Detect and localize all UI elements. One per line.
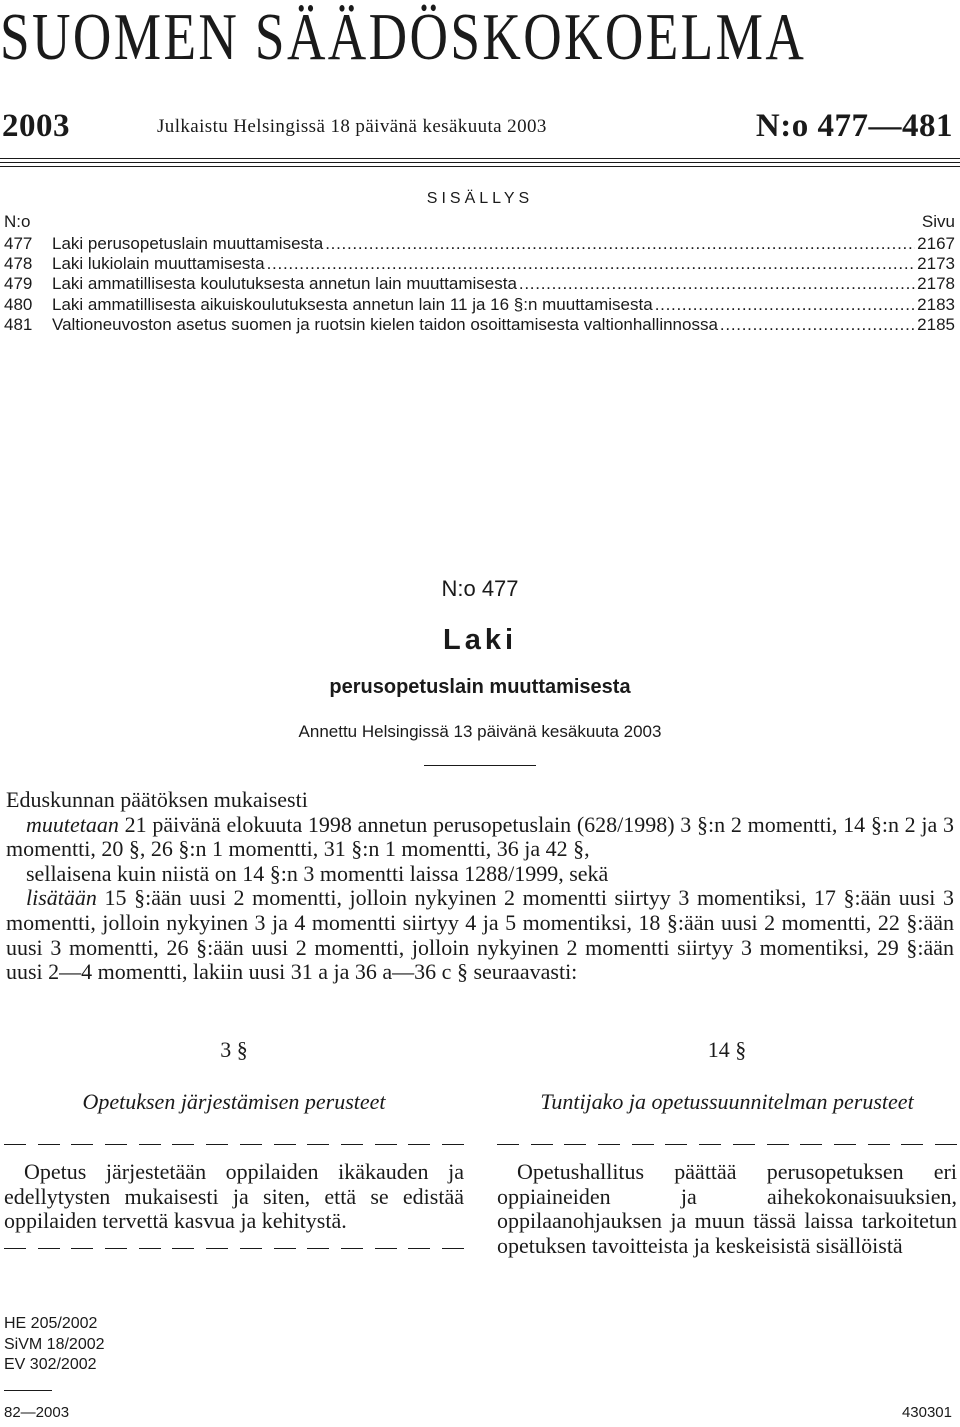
item-title: Laki ammatillisesta koulutuksesta annetun lain muuttamisesta [52, 274, 517, 294]
dash [442, 1144, 464, 1145]
item-number: 478 [4, 254, 33, 274]
section-number: 3 § [220, 1037, 248, 1062]
dot-leader [519, 274, 915, 294]
add-text: 15 §:ään uusi 2 momentti, jolloin nykyinen 2 momentti siirtyy 3 momentiksi, 17 §:ään uusi 3 momentti, jolloin nykyinen 3 ja 4 momentti siirtyy 4 ja 5 momentiksi, 18 §:ään uusi 2 momentti, 22 §:ään uusi 3 momentti, 26 §:ään uusi 2 momentti, jolloin nykyinen 2 momentti siirtyy 3 momentiksi, 29 §:ään uusi 2—4 momentti, lakiin uusi 31 a ja 36 a—36 c § seuraavasti: [6, 885, 954, 985]
contents-title: SISÄLLYS [426, 190, 534, 207]
dash [274, 1248, 296, 1249]
dash [598, 1144, 620, 1145]
publication-title: SUOMEN SÄÄDÖSKOKOELMA [0, 0, 807, 74]
statute-number: N:o 477 [441, 576, 519, 601]
section-number: 14 § [707, 1037, 747, 1062]
dash [71, 1248, 93, 1249]
dash [375, 1144, 397, 1145]
dot-leader [720, 315, 915, 335]
issue-row [2, 104, 955, 148]
dash [632, 1144, 654, 1145]
item-number: 477 [4, 234, 33, 253]
rule-line [0, 162, 960, 163]
dash [564, 1144, 586, 1145]
dot-leader [655, 295, 915, 315]
amend-text: 21 päivänä elokuuta 1998 annetun perusopetuslain (628/1998) 3 §:n 2 momentti, 14 §:n 2 ja 3 momentti, 20 §, 26 §:n 1 momentti, 31 §:n 1 momentti, 36 ja 42 §, [6, 811, 954, 862]
publication-date: Julkaistu Helsingissä 18 päivänä kesäkuuta 2003 [157, 116, 547, 137]
section-heading: Tuntijako ja opetussuunnitelman perusteet [540, 1089, 914, 1114]
dash [4, 1144, 26, 1145]
dash [105, 1248, 127, 1249]
dash [408, 1248, 430, 1249]
dash [172, 1144, 194, 1145]
contents-col-number: N:o [4, 212, 31, 231]
footer-code-right: 430301 [901, 1404, 952, 1421]
contents-header [4, 212, 955, 234]
enacting-clause [6, 788, 954, 985]
item-page: 2183 [917, 294, 955, 314]
dash [665, 1144, 687, 1145]
add-paragraph [6, 886, 954, 984]
dash [800, 1144, 822, 1145]
contents-item[interactable] [4, 234, 955, 254]
dash [206, 1248, 228, 1249]
dash [341, 1144, 363, 1145]
dash [105, 1144, 127, 1145]
item-number: 479 [4, 274, 33, 294]
dash [901, 1144, 923, 1145]
contents-col-page: Sivu [921, 212, 955, 231]
rule-line [0, 166, 960, 167]
item-number: 480 [4, 294, 33, 314]
dash [307, 1144, 329, 1145]
footer-rule [4, 1390, 52, 1391]
statute-given-date: Annettu Helsingissä 13 päivänä kesäkuuta 2003 [298, 722, 662, 741]
contents-item[interactable] [4, 254, 955, 274]
dash [497, 1144, 519, 1145]
dash [38, 1144, 60, 1145]
reference: EV 302/2002 [4, 1356, 97, 1373]
dash [240, 1248, 262, 1249]
section-heading: Opetuksen järjestämisen perusteet [82, 1089, 386, 1114]
footer-code-left: 82—2003 [4, 1404, 70, 1421]
section-14 [497, 1036, 957, 1258]
contents-list [4, 234, 955, 335]
amend-paragraph [6, 813, 954, 862]
statute-type: Laki [442, 624, 518, 656]
contents-item[interactable] [4, 274, 955, 294]
dash [699, 1144, 721, 1145]
item-title: Laki perusopetuslain muuttamisesta [52, 234, 324, 253]
dash [767, 1144, 789, 1145]
section-text: Opetushallitus päättää perusopetuksen eri oppiaineiden ja aihekokonaisuuksien, oppilaanohjauksen ja muun tässä laissa tarkoitetun opetuksen tavoitteista ja keskeisistä sisällöistä [497, 1159, 957, 1258]
item-number: 481 [4, 314, 33, 334]
item-title: Laki ammatillisesta aikuiskoulutuksesta annetun lain 11 ja 16 §:n muuttamisesta [52, 294, 653, 314]
item-page: 2167 [917, 234, 955, 253]
legislative-references [4, 1314, 105, 1376]
item-page: 2185 [917, 314, 955, 334]
dash [935, 1144, 957, 1145]
reference: HE 205/2002 [4, 1315, 98, 1332]
dash [71, 1144, 93, 1145]
omission-dashes [4, 1242, 464, 1254]
statute-title: perusopetuslain muuttamisesta [329, 676, 631, 698]
dash [274, 1144, 296, 1145]
dash [139, 1144, 161, 1145]
contents-item[interactable] [4, 295, 955, 315]
dash [442, 1248, 464, 1249]
item-title: Valtioneuvoston asetus suomen ja ruotsin kielen taidon osoittamisesta valtionhallinnossa [52, 314, 718, 334]
dash [834, 1144, 856, 1145]
dash [38, 1248, 60, 1249]
dot-leader [267, 254, 916, 274]
dash [307, 1248, 329, 1249]
intro-line: Eduskunnan päätöksen mukaisesti [6, 787, 308, 812]
issue-year: 2003 [2, 108, 70, 144]
rule-line [0, 158, 960, 159]
item-page: 2173 [917, 254, 955, 274]
dash [375, 1248, 397, 1249]
dot-leader [325, 234, 915, 254]
section-text: Opetus järjestetään oppilaiden ikäkauden ja edellytysten mukaisesti ja siten, että se edistää oppilaiden tervettä kasvua ja kehitystä. [4, 1159, 464, 1234]
item-page: 2178 [917, 274, 955, 294]
dash [341, 1248, 363, 1249]
dash [139, 1248, 161, 1249]
omission-dashes [4, 1138, 464, 1150]
dash [868, 1144, 890, 1145]
divider [424, 765, 536, 766]
amend-keyword: muutetaan [26, 811, 119, 837]
item-title: Laki lukiolain muuttamisesta [52, 254, 265, 274]
dash [408, 1144, 430, 1145]
masthead-rules [0, 158, 960, 172]
dash [206, 1144, 228, 1145]
issue-numbers: N:o 477—481 [755, 108, 953, 144]
contents-item[interactable] [4, 315, 955, 335]
dash [733, 1144, 755, 1145]
add-keyword: lisätään [26, 885, 97, 911]
amend-tail: sellaisena kuin niistä on 14 §:n 3 momentti laissa 1288/1999, sekä [26, 860, 609, 886]
dash [240, 1144, 262, 1145]
reference: SiVM 18/2002 [4, 1335, 105, 1353]
section-3 [4, 1036, 464, 1254]
omission-dashes [497, 1138, 957, 1150]
dash [531, 1144, 553, 1145]
dash [172, 1248, 194, 1249]
dash [4, 1248, 26, 1249]
